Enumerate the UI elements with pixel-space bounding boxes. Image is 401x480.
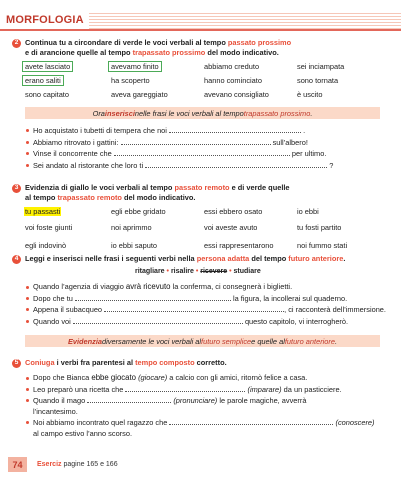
verb-row <box>25 218 385 237</box>
verb-row <box>25 237 385 253</box>
answer-blank[interactable] <box>75 293 231 301</box>
verb-cell[interactable]: aveva gareggiato <box>111 89 168 99</box>
answer-blank[interactable] <box>145 160 327 168</box>
sentence-item: Quando l’agenzia di viaggio avrà ricevuto la conferma, ci consegnerà i biglietti. <box>25 282 380 293</box>
sentence-item: Dopo che Bianca ebbe giocato (giocare) a calcio con gli amici, ritornò felice a casa. <box>25 373 380 384</box>
verb-row <box>25 87 385 101</box>
verb-cell[interactable]: egli ebbe gridato <box>111 206 166 216</box>
sentence-item: Quando il mago (pronunciare) le parole magiche, avverrà <box>25 395 380 407</box>
verb-cell[interactable]: voi foste giunti <box>25 223 73 232</box>
word-bank-item-used: ricevere <box>200 268 228 275</box>
section-header <box>0 0 401 32</box>
exercise-2-sentences <box>25 125 380 171</box>
header-rule <box>0 29 401 31</box>
verb-cell[interactable]: essi rappresentarono <box>204 240 274 250</box>
verb-cell[interactable]: avevano consigliato <box>204 89 269 99</box>
word-bank-item: studiare <box>233 268 261 275</box>
exercise-4-instructions: 4 Leggi e inserisci nelle frasi i seguenti verbi nella persona adatta del tempo futuro anteriore. <box>12 254 391 264</box>
verb-circled-green[interactable]: avevamo finito <box>108 61 162 72</box>
verb-circled-green[interactable]: erano saliti <box>22 75 64 86</box>
verb-cell[interactable]: egli indovinò <box>25 240 67 250</box>
answer-blank[interactable] <box>114 148 290 156</box>
verb-cell[interactable]: sono tornata <box>297 75 339 85</box>
sentence-item: Ho acquistato i tubetti di tempera che noi . <box>25 125 380 137</box>
verb-cell[interactable]: noi fummo stati <box>297 240 348 250</box>
page-footer <box>8 457 118 472</box>
verb-cell[interactable]: io ebbi saputo <box>111 240 158 250</box>
answer-blank[interactable] <box>73 316 243 324</box>
word-bank-item: risalire <box>170 268 194 275</box>
handwritten-answer[interactable]: ebbe giocato <box>91 373 137 382</box>
sentence-item: Abbiamo ritrovato i gattini: sull’albero! <box>25 137 380 149</box>
verb-cell[interactable]: ha scoperto <box>111 75 150 85</box>
sentence-item: Quando voi questo capitolo, vi interrogherò. <box>25 316 380 328</box>
verb-row <box>25 59 385 73</box>
verb-cell[interactable]: noi aprimmo <box>111 223 152 232</box>
section-tag <box>0 11 89 29</box>
sentence-continuation: al campo estivo l’anno scorso. <box>33 428 133 438</box>
answer-blank[interactable] <box>121 137 271 145</box>
sentence-item: Sei andato al ristorante che loro ti ? <box>25 160 380 172</box>
exercise-reference[interactable]: Eserciz pagine 165 e 166 <box>37 461 118 468</box>
section-title: MORFOLOGIA <box>6 14 84 26</box>
answer-blank[interactable] <box>169 125 301 133</box>
separator-dot: • <box>229 268 232 275</box>
verb-circled-green[interactable]: avete lasciato <box>22 61 73 72</box>
sentence-item: Vinse il concorrente che per ultimo. <box>25 148 380 160</box>
exercise-2-verb-grid <box>25 59 385 101</box>
exercise-2-instructions: 2 Continua tu a circondare di verde le voci verbali al tempo passato prossimo e di arancione quelle al tempo trapassato prossimo del modo indicativo. <box>12 38 391 59</box>
exercise-2-subtask-band: Ora inserisci nelle frasi le voci verbali al tempo trapassato prossimo . <box>25 107 380 119</box>
answer-blank[interactable] <box>104 304 284 312</box>
verb-cell[interactable]: essi ebbero osato <box>204 206 263 216</box>
page-number: 74 <box>8 457 27 472</box>
answer-blank[interactable] <box>87 395 171 403</box>
verb-cell[interactable]: è uscito <box>297 89 323 99</box>
exercise-4-number: 4 <box>12 255 21 264</box>
separator-dot: • <box>166 268 169 275</box>
verb-row <box>25 204 385 218</box>
verb-cell[interactable]: sono capitato <box>25 89 69 99</box>
verb-highlighted-yellow[interactable]: tu passasti <box>25 206 61 216</box>
exercise-5-sentences <box>25 373 380 440</box>
sentence-item: Dopo che tu la figura, la incollerai sul quaderno. <box>25 293 380 305</box>
sentence-item: Noi abbiamo incontrato quel ragazzo che (conoscere) <box>25 417 380 429</box>
separator-dot: • <box>195 268 199 275</box>
verb-cell[interactable]: io ebbi <box>297 206 319 216</box>
exercise-2-number: 2 <box>12 39 21 48</box>
verb-cell[interactable]: hanno cominciato <box>204 75 262 85</box>
verb-word-bank <box>135 268 261 275</box>
exercise-3-instructions: 3 Evidenzia di giallo le voci verbali al tempo passato remoto e di verde quelle al tempo trapassato remoto del modo indicativo. <box>12 183 391 204</box>
word-bank-item: ritagliare <box>135 268 165 275</box>
answer-blank[interactable] <box>125 384 245 392</box>
exercise-4-sentences <box>25 282 386 327</box>
sentence-continuation: l’incantesimo. <box>33 406 78 416</box>
exercise-3-verb-grid <box>25 204 385 253</box>
answer-blank[interactable] <box>169 417 333 425</box>
exercise-4-subtask-band: Evidenzia diversamente le voci verbali al futuro semplice e quelle al futuro anteriore . <box>25 335 380 347</box>
exercise-5-instructions: 5 Coniuga i verbi fra parentesi al tempo composto corretto. <box>12 358 391 368</box>
exercise-3-number: 3 <box>12 184 21 193</box>
sentence-item: Leo preparò una ricetta che (imparare) da un pasticciere. <box>25 384 380 396</box>
verb-row <box>25 73 385 87</box>
verb-cell[interactable]: abbiamo creduto <box>204 61 260 71</box>
verb-cell[interactable]: tu fosti partito <box>297 223 342 232</box>
verb-cell[interactable]: sei inciampata <box>297 61 345 71</box>
handwritten-answer[interactable]: avrà ricevuto <box>125 282 171 291</box>
verb-cell[interactable]: voi aveste avuto <box>204 223 258 232</box>
sentence-item: Appena il subacqueo , ci racconterà dell’immersione. <box>25 304 380 316</box>
exercise-5-number: 5 <box>12 359 21 368</box>
